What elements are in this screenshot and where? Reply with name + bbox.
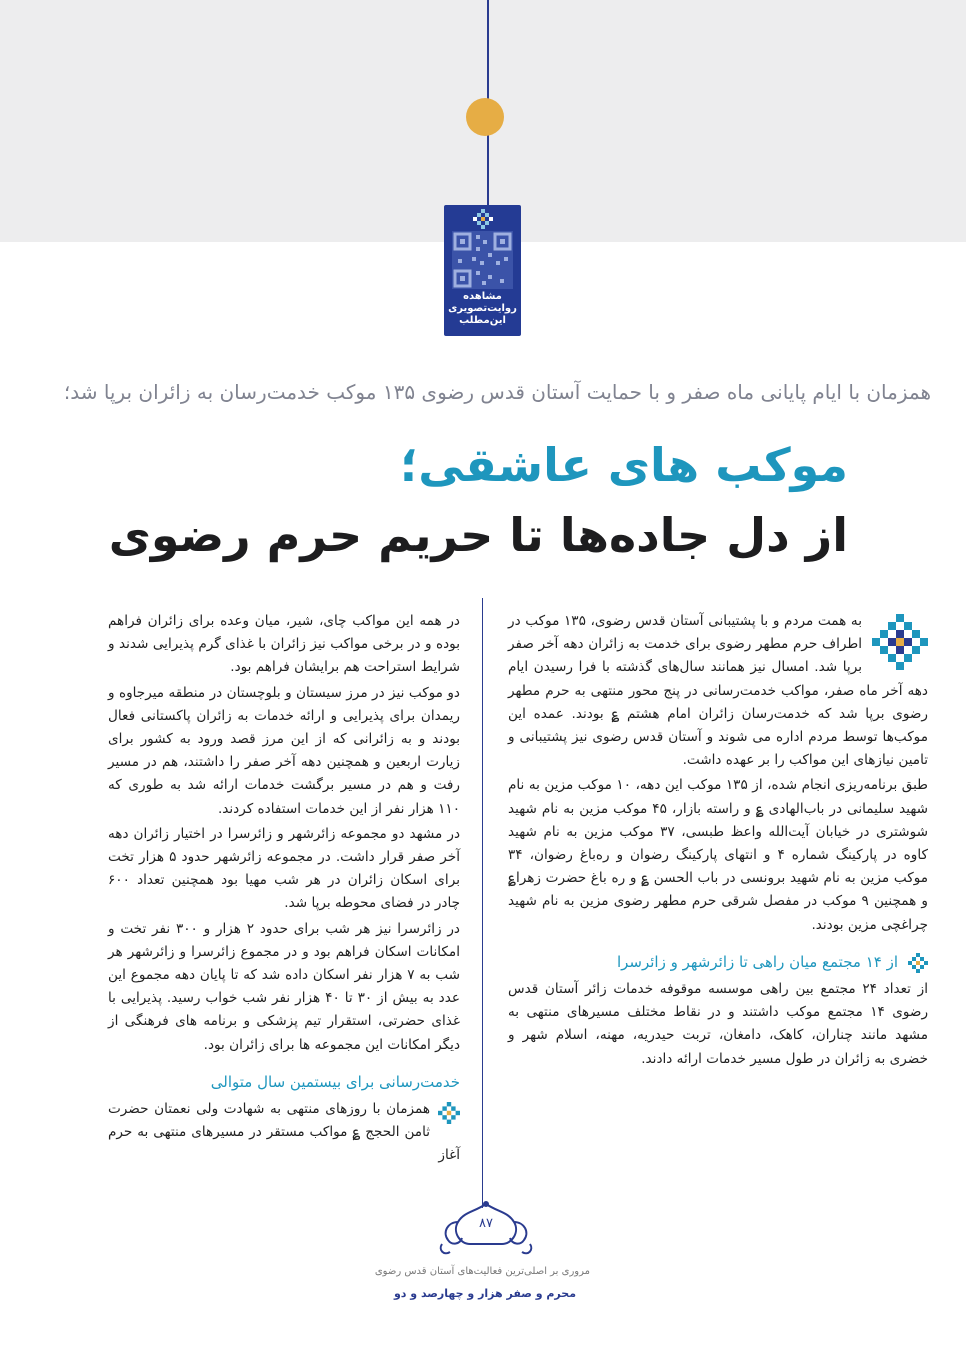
right-paragraph-2: طبق برنامه‌ریزی انجام شده، از ۱۳۵ موکب این دهه، ۱۰ موکب مزین به نام شهید سلیمانی در باب‌الهادی ؏ و راسته بازار، ۴۵ موکب مزین به نام شهید شوشتری در خیابان آیت‌الله واعظ طبسی، ۳۷ موکب مزین به نام شهید کاوه در پارکینگ شماره ۴ و انتهای پارکینگ رضوان و ره‌باغ رضوان، ۳۴ موکب مزین به نام شهید برونسی در باب الحسن ؏ و ره باغ حضرت زهرا؏ و همچنین ۹ موکب در مفصل شرقی حرم مطهر رضوی مزین به نام شهید چراغچی مزین بودند. [508,777,929,933]
right-column [508,610,928,1073]
qr-code-icon[interactable] [452,231,513,289]
geometric-motif-icon [908,953,928,973]
left-subheading-text: خدمت‌رسانی برای بیستمین سال متوالی [210,1072,460,1091]
left-paragraph-5-text: همزمان با روزهای منتهی به شهادت ولی نعمتان حضرت ثامن الحجج ؏ مواکب مستقر در مسیرهای منتهی به حرم آغاز [108,1101,460,1164]
geometric-motif-icon [470,209,496,231]
left-paragraph-2: دو موکب نیز در مرز سیستان و بلوچستان در منطقه میرجاوه و ریمدان برای پذیرایی و ارائه خدمات به زائران پاکستانی فعال بودند و به زائرانی که از این مرز قصد ورود به کشور برای زیارت اربعین و همچنین دهه آخر صفر را داشتند، هم در مسیر رفت و هم در مسیر برگشت خدمات ارائه شد به طوری که ۱۱۰ هزار نفر از این خدمات استفاده کردند. [108,684,460,817]
left-paragraph-5 [108,1098,460,1168]
footer-publication: مروری بر اصلی‌ترین فعالیت‌های آستان قدس رضوی [374,1266,590,1277]
article-title-line2: از دل جاده‌ها تا حریم حرم رضوی [108,508,848,562]
page-number: ۸۷ [479,1216,493,1231]
left-subheading [108,1071,460,1094]
page-number-ornament-icon [436,1200,536,1270]
left-paragraph-1: در همه این مواکب چای، شیر، میان وعده برای زائران فراهم بوده و در برخی مواکب نیز زائران با غذای گرم پذیرایی شدند و شرایط استراحت هم برایشان فراهم بود. [108,613,460,676]
right-paragraph-3: از تعداد ۲۴ مجتمع بین راهی موسسه موقوفه خدمات زائر آستان قدس رضوی ۱۴ مجتمع موکب داشتند و در نقاط مختلف مسیرهای منتهی به مشهد مانند چناران، کاهک، دامغان، تربت حیدریه، مهنه، اسلام شهر و خضری به زائران در طول مسیر خدمات ارائه دادند. [508,981,929,1067]
qr-caption [448,291,517,327]
left-column [108,610,460,1170]
right-subheading-text: از ۱۴ مجتمع میان راهی تا زائرشهر و زائرسرا [616,952,898,971]
geometric-motif-icon [438,1102,460,1124]
left-paragraph-4: در زائرسرا نیز هر شب برای حدود ۲ هزار و ۳۰۰ نفر تخت و امکانات اسکان فراهم بود و در مجموع زائرسرا و زائرشهر هر شب به ۷ هزار نفر اسکان داده شد که تا پایان دهه مجموع این عدد به بیش از ۳۰ تا ۴۰ هزار نفر شب خواب رسید. پذیرایی با غذای حضرتی، استقرار تیم پزشکی و برنامه های فرهنگی از دیگر امکانات این مجموعه ها برای زائران بود. [108,920,460,1053]
qr-card[interactable] [444,205,521,336]
left-paragraph-3: در مشهد دو مجموعه زائرشهر و زائرسرا در اختیار زائران دهه آخر صفر قرار داشت. در مجموعه زائرشهر حدود ۵ هزار تخت برای اسکان زائران در هر شب مهیا بود همچنین تعداد ۶۰۰ چادر در فضای محوطه برپا شد. [108,825,460,912]
right-paragraph-1: به همت مردم و با پشتیبانی آستان قدس رضوی، ۱۳۵ موکب در اطراف حرم مطهر رضوی برای خدمت به زائران دهه آخر صفر برپا شد. امسال نیز همانند سال‌های گذشته با فرا رسیدن ایام دهه آخر ماه صفر، مواکب خدمت‌رسانی در پنج محور منتهی به حرم مطهر رضوی برپا شد که خدمت‌رسان زائران امام هشتم ؏ بودند. عمده این موکب‌ها توسط مردم اداره می شوند و آستان قدس رضوی نیز پشتیبانی و تامین نیازهای این مواکب را بر عهده داشت. [508,613,928,769]
geometric-motif-icon [872,614,928,670]
qr-caption-line1: مشاهده [463,291,502,302]
intro-line: همزمان با ایام پایانی ماه صفر و با حمایت آستان قدس رضوی ۱۳۵ موکب خدمت‌رسان به زائران برپا شد؛ [63,380,931,404]
qr-caption-line2: روایت‌تصویری [448,303,517,314]
column-divider [482,598,483,1208]
footer-issue: محرم و صفر هزار و چهارصد و دو [393,1287,577,1300]
article-title-line1: موکب های عاشقی؛ [399,438,848,492]
sun-circle [466,98,504,136]
right-subheading [508,951,928,974]
qr-caption-line3: این‌مطلب [459,315,506,326]
